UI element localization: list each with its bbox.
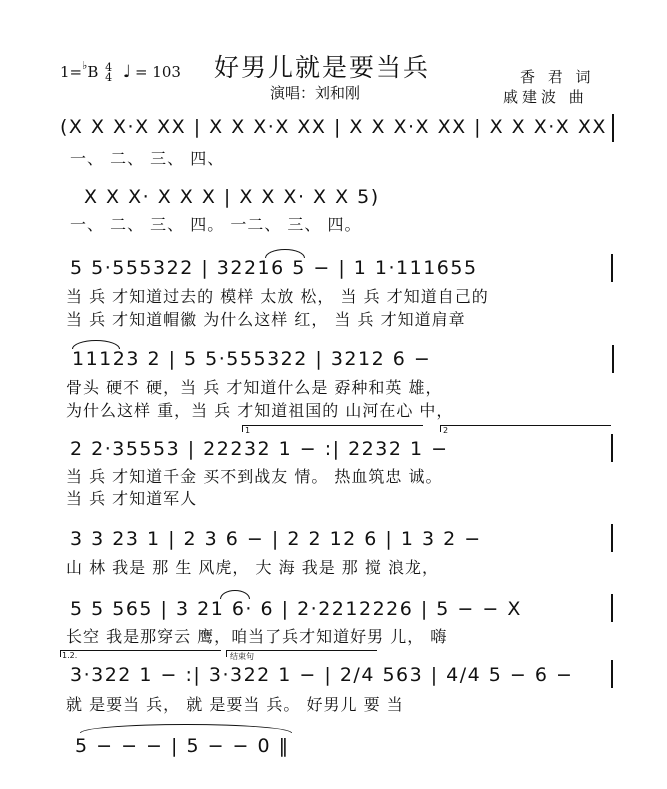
- intro-lyrics-1: 一、 二、 三、 四、: [70, 149, 225, 168]
- volta-bracket-1: [242, 425, 423, 432]
- system-notes: 5 − − − | 5 − − 0 ‖: [75, 735, 290, 757]
- lyrics-verse-1: 当 兵 才知道千金 买不到战友 情。 热血筑忠 诚。: [66, 467, 443, 486]
- system-notes: 5 5 565 | 3 21 6· 6 | 2·2212226 | 5 − − X: [70, 598, 522, 620]
- barline: [612, 114, 614, 142]
- system-notes: 5 5·555322 | 32216 5 − | 1 1·111655: [70, 257, 478, 279]
- tempo-note-icon: ♩: [122, 62, 131, 82]
- key-signature: [60, 59, 181, 84]
- volta-label-2: 2: [443, 426, 449, 435]
- lyrics-verse-1: 当 兵 才知道过去的 模样 太放 松， 当 兵 才知道自己的: [66, 287, 489, 306]
- intro-notes-1: (X X X·X XX | X X X·X XX | X X X·X XX | X X X·X XX: [60, 116, 607, 138]
- barline: [611, 660, 613, 688]
- time-top: 4: [105, 61, 113, 74]
- system-notes: 11123 2 | 5 5·555322 | 3212 6 −: [72, 348, 432, 370]
- system-notes: 3·322 1 − :| 3·322 1 − | 2/4 563 | 4/4 5 − 6 −: [70, 664, 574, 686]
- barline: [611, 254, 613, 282]
- key-note: B: [87, 63, 99, 81]
- lyricist: 香 君 词: [520, 68, 595, 86]
- volta-label-1: 1.2.: [62, 651, 78, 660]
- lyrics-verse-1: 山 林 我是 那 生 风虎， 大 海 我是 那 搅 浪龙，: [66, 558, 439, 577]
- volta-label-ending: 结束句: [230, 652, 254, 661]
- volta-label-1: 1: [245, 426, 251, 435]
- volta-bracket-1: [60, 650, 221, 657]
- key-label: 1=: [60, 63, 83, 81]
- time-bottom: 4: [105, 71, 113, 84]
- tie: [80, 724, 292, 733]
- lyrics-verse-2: 当 兵 才知道军人: [66, 489, 198, 508]
- lyrics-verse-1: 就 是要当 兵， 就 是要当 兵。 好男儿 要 当: [66, 695, 404, 714]
- lyrics-verse-2: 为什么这样 重，当 兵 才知道祖国的 山河在心 中，: [66, 401, 454, 420]
- performer: 演唱：刘和刚: [270, 84, 361, 102]
- lyrics-verse-1: 长空 我是那穿云 鹰，咱当了兵才知道好男 儿， 嗨: [66, 627, 448, 646]
- composer: 戚建波 曲: [503, 88, 588, 106]
- tempo-value: = 103: [134, 63, 181, 81]
- song-title: 好男儿就是要当兵: [214, 53, 431, 82]
- barline: [612, 345, 614, 373]
- barline: [611, 434, 613, 462]
- volta-bracket-2: [440, 425, 611, 432]
- intro-lyrics-2: 一、 二、 三、 四。 一二、 三、 四。: [70, 215, 362, 234]
- lyrics-verse-1: 骨头 硬不 硬，当 兵 才知道什么是 孬种和英 雄，: [66, 378, 443, 397]
- flat-sign: ♭: [82, 59, 88, 72]
- time-signature: [105, 63, 112, 83]
- system-notes: 2 2·35553 | 22232 1 − :| 2232 1 −: [70, 438, 449, 460]
- lyrics-verse-2: 当 兵 才知道帽徽 为什么这样 红， 当 兵 才知道肩章: [66, 310, 466, 329]
- system-notes: 3 3 23 1 | 2 3 6 − | 2 2 12 6 | 1 3 2 −: [70, 528, 482, 550]
- barline: [611, 524, 613, 552]
- intro-notes-2: X X X· X X X | X X X· X X 5): [84, 186, 380, 208]
- barline: [611, 594, 613, 622]
